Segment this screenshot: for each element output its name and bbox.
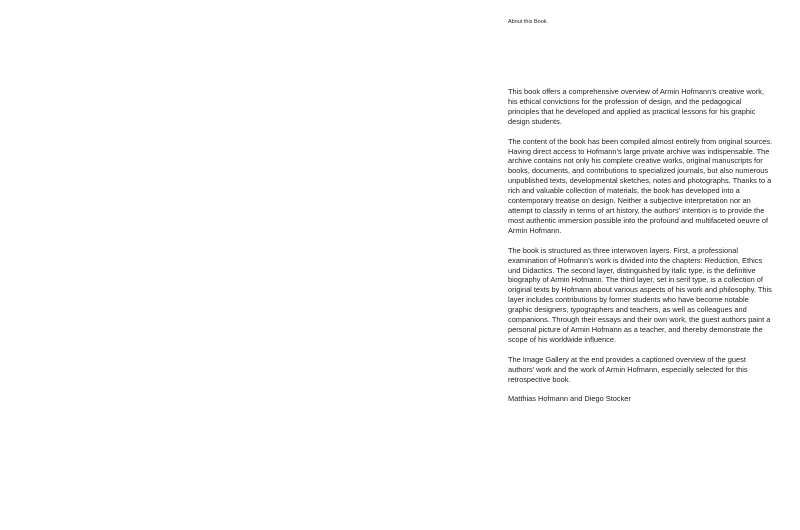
authors-signature: Matthias Hofmann and Diego Stocker: [508, 394, 631, 404]
paragraph-image-gallery: The Image Gallery at the end provides a captioned overview of the guest authors’ work and the work of Armin Hofmann, especially selected for this retrospective book.: [508, 354, 748, 384]
paragraph-overview: This book offers a comprehensive overview of Armin Hofmann’s creative work, his ethical convictions for the profession of design, and the pedagogical principles that he developed and applied as practical lessons for his graphic design students.: [508, 87, 765, 126]
section-heading: About this Book.: [508, 19, 549, 25]
paragraph-sources: The content of the book has been compiled almost entirely from original sources. Having direct access to Hofmann’s large private archive was indispensable. The archive contains not only his complete creative works, original manuscripts for books, documents, and contributions to specialized journals, but also numerous unpublished texts, developmental sketches, notes and photographs. Thanks to a rich and valuable collection of materials, the book has developed into a contemporary treatise on design. Neither a subjective interpretation nor an attempt to classify in terms of art history, the authors’ intention is to provide the most authentic immersion possible into the profound and multifaceted oeuvre of Armin Hofmann.: [508, 136, 773, 235]
body-text-column: [508, 87, 773, 404]
paragraph-structure: The book is structured as three interwoven layers. First, a professional examination of Hofmann’s work is divided into the chapters: Reduction, Ethics und Didactics. The second layer, distinguished by italic type, is the definitive biography of Armin Hofmann. The third layer, set in serif type, is a collection of original texts by Hofmann about various aspects of his work and philosophy. This layer includes contributions by former students who have become notable graphic designers, typographers and teachers, as well as colleagues and companions. Through their essays and their own work, the guest authors paint a personal picture of Armin Hofmann as a teacher, and thereby demonstrate the scope of his worldwide influence.: [508, 245, 772, 344]
